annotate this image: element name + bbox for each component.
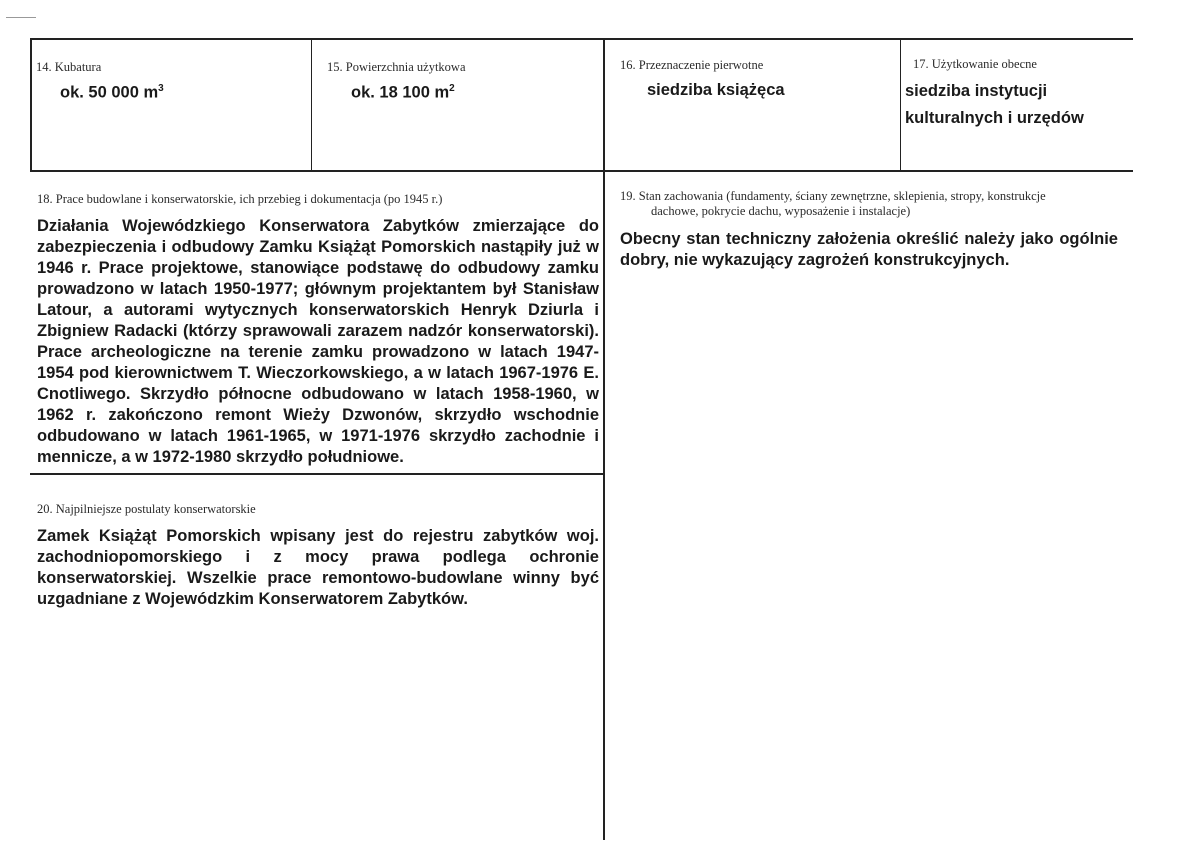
field-18-text: Działania Wojewódzkiego Konserwatora Zabytków zmierzające do zabezpieczenia i odbudowy Zamku Książąt Pomorskich nastąpiły już w 1946 r. Prace projektowe, stanowiące podstawę do odbudowy zamku prowadzono w latach 1950-1977; głównym projektantem był Stanisław Latour, a autorami wytycznych konserwatorskich Henryk Dziurla i Zbigniew Radacki (którzy sprawowali zarazem nadzór konserwatorski). Prace archeologiczne na terenie zamku prowadzono w latach 1947-1954 pod kierownictwem T. Wieczorkowskiego, a w latach 1967-1976 E. Cnotliwego. Skrzydło północne odbudowano w latach 1958-1960, w 1962 r. zakończono remont Wieży Dzwonów, skrzydło wschodnie odbudowano w latach 1961-1965, w 1971-1976 skrzydło zachodnie i mennicze, a w 1972-1980 skrzydło południowe. <box>37 217 599 466</box>
field-19-stan-zachowania <box>620 189 1130 271</box>
field-15-value: ok. 18 100 $m^2$ <box>351 83 455 102</box>
col-divider-center <box>603 38 605 840</box>
field-14-label: 14. Kubatura <box>36 60 102 74</box>
field-18-prace-budowlane <box>37 192 599 468</box>
field-17-value-line2: kulturalnych i urzędów <box>905 109 1084 127</box>
left-border-line <box>30 38 32 172</box>
field-15-label: 15. Powierzchnia użytkowa <box>327 60 466 74</box>
field-17-uzytkowanie <box>905 57 1133 129</box>
col-divider-14-15 <box>311 38 312 172</box>
field-20-postulaty <box>37 502 599 610</box>
field-14-value: ok. 50 000 $m^3$ <box>60 83 164 102</box>
top-border-line <box>30 38 1133 40</box>
field-14-kubatura <box>36 60 306 103</box>
field-19-label-line1: 19. Stan zachowania (fundamenty, ściany zewnętrzne, sklepienia, stropy, konstrukcje <box>620 189 1046 203</box>
scan-mark <box>6 17 36 18</box>
field-18-label: 18. Prace budowlane i konserwatorskie, ich przebieg i dokumentacja (po 1945 r.) <box>37 192 443 206</box>
field-16-label: 16. Przeznaczenie pierwotne <box>620 58 764 72</box>
section-divider-18-20 <box>30 473 604 475</box>
col-divider-16-17 <box>900 38 901 172</box>
field-19-label-line2: dachowe, pokrycie dachu, wyposażenie i instalacje) <box>651 204 911 218</box>
field-19-text: Obecny stan techniczny założenia określić należy jako ogólnie dobry, nie wykazujący zagrożeń konstrukcyjnych. <box>620 230 1118 269</box>
field-20-text: Zamek Książąt Pomorskich wpisany jest do rejestru zabytków woj. zachodniopomorskiego i z mocy prawa podlega ochronie konserwatorskiej. Wszelkie prace remontowo-budowlane winny być uzgadniane z Wojewódzkim Konserwatorem Zabytków. <box>37 527 599 608</box>
row-divider-line <box>30 170 1133 172</box>
field-20-label: 20. Najpilniejsze postulaty konserwatorskie <box>37 502 256 516</box>
field-16-przeznaczenie <box>620 58 895 100</box>
field-15-powierzchnia <box>327 60 597 103</box>
field-16-value: siedziba książęca <box>647 81 785 99</box>
field-17-label: 17. Użytkowanie obecne <box>913 57 1037 71</box>
field-17-value-line1: siedziba instytucji <box>905 82 1048 100</box>
